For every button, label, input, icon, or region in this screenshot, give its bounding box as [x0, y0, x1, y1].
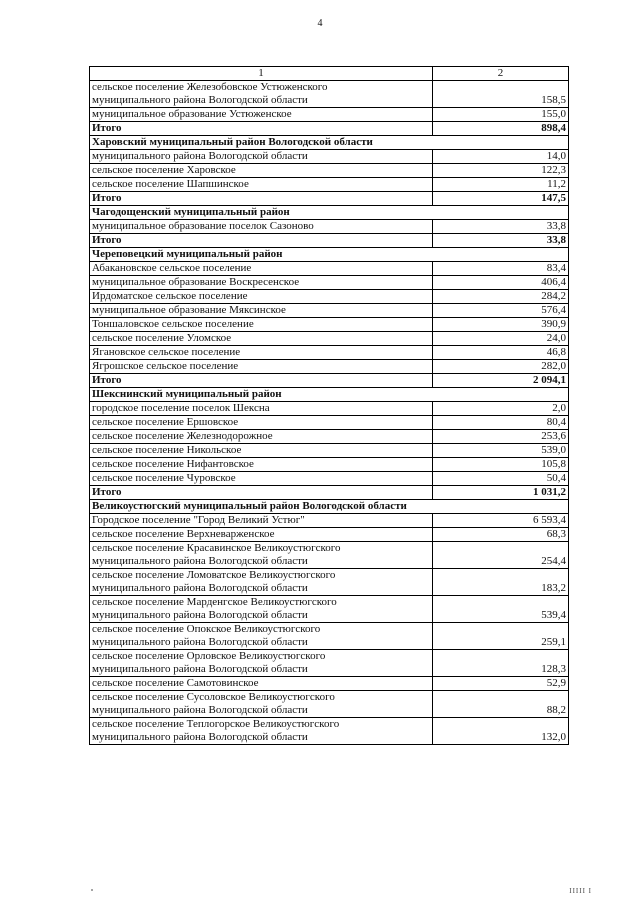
- settlement-name: Ягрошское сельское поселение: [90, 360, 433, 374]
- settlement-name: сельское поселение Орловское Великоустюгского муниципального района Вологодской области: [90, 650, 433, 677]
- settlement-name: Ирдоматское сельское поселение: [90, 290, 433, 304]
- amount-value: 406,4: [433, 276, 569, 290]
- amount-value: 105,8: [433, 458, 569, 472]
- amount-value: 183,2: [433, 569, 569, 596]
- amount-value: 24,0: [433, 332, 569, 346]
- table-row: [90, 332, 569, 346]
- table-row: [90, 444, 569, 458]
- settlement-name: Ягановское сельское поселение: [90, 346, 433, 360]
- table-header-row: [90, 67, 569, 81]
- total-label: Итого: [90, 192, 433, 206]
- table-row: [90, 691, 569, 718]
- amount-value: 2,0: [433, 402, 569, 416]
- settlement-name: сельское поселение Ломоватское Великоустюгского муниципального района Вологодской области: [90, 569, 433, 596]
- table-row: [90, 650, 569, 677]
- amount-value: 122,3: [433, 164, 569, 178]
- table-row: [90, 178, 569, 192]
- amount-value: 158,5: [433, 81, 569, 108]
- page-number: 4: [317, 18, 323, 29]
- table-row: [90, 290, 569, 304]
- settlement-name: сельское поселение Никольское: [90, 444, 433, 458]
- settlement-name: муниципальное образование Мяксинское: [90, 304, 433, 318]
- footer-mark: IIIII I: [569, 887, 592, 895]
- amount-value: 132,0: [433, 718, 569, 745]
- total-row: [90, 374, 569, 388]
- amount-value: 539,0: [433, 444, 569, 458]
- settlement-name: Тоншаловское сельское поселение: [90, 318, 433, 332]
- table-row: [90, 164, 569, 178]
- table-row: [90, 346, 569, 360]
- amount-value: 259,1: [433, 623, 569, 650]
- settlement-name: сельское поселение Железобовское Устюженского муниципального района Вологодской области: [90, 81, 433, 108]
- total-value: 898,4: [433, 122, 569, 136]
- section-header-row: [90, 136, 569, 150]
- settlement-name: муниципального района Вологодской области: [90, 150, 433, 164]
- table-row: [90, 569, 569, 596]
- total-value: 33,8: [433, 234, 569, 248]
- table-row: [90, 150, 569, 164]
- table-row: [90, 276, 569, 290]
- table-row: [90, 472, 569, 486]
- settlement-name: сельское поселение Железнодорожное: [90, 430, 433, 444]
- total-label: Итого: [90, 374, 433, 388]
- amount-value: 155,0: [433, 108, 569, 122]
- table-row: [90, 416, 569, 430]
- amount-value: 68,3: [433, 528, 569, 542]
- table-row: [90, 528, 569, 542]
- amount-value: 88,2: [433, 691, 569, 718]
- settlement-name: муниципальное образование Устюженское: [90, 108, 433, 122]
- amount-value: 46,8: [433, 346, 569, 360]
- total-value: 2 094,1: [433, 374, 569, 388]
- amount-value: 83,4: [433, 262, 569, 276]
- settlement-name: Абакановское сельское поселение: [90, 262, 433, 276]
- section-header-row: [90, 500, 569, 514]
- amount-value: 254,4: [433, 542, 569, 569]
- section-title: Великоустюгский муниципальный район Вологодской области: [90, 500, 569, 514]
- total-row: [90, 122, 569, 136]
- total-label: Итого: [90, 234, 433, 248]
- settlement-name: сельское поселение Чуровское: [90, 472, 433, 486]
- settlement-name: сельское поселение Ершовское: [90, 416, 433, 430]
- settlement-name: сельское поселение Самотовинское: [90, 677, 433, 691]
- column-header-2: 2: [433, 67, 569, 81]
- table-row: [90, 220, 569, 234]
- table-row: [90, 677, 569, 691]
- section-header-row: [90, 206, 569, 220]
- total-value: 1 031,2: [433, 486, 569, 500]
- table-row: [90, 108, 569, 122]
- table-row: [90, 318, 569, 332]
- column-header-1: 1: [90, 67, 433, 81]
- amount-value: 576,4: [433, 304, 569, 318]
- amount-value: 539,4: [433, 596, 569, 623]
- settlement-name: сельское поселение Харовское: [90, 164, 433, 178]
- settlement-name: сельское поселение Нифантовское: [90, 458, 433, 472]
- amount-value: 253,6: [433, 430, 569, 444]
- settlement-name: муниципальное образование Воскресенское: [90, 276, 433, 290]
- section-title: Харовский муниципальный район Вологодской области: [90, 136, 569, 150]
- table-row: [90, 623, 569, 650]
- budget-table: [89, 66, 569, 745]
- section-header-row: [90, 388, 569, 402]
- amount-value: 390,9: [433, 318, 569, 332]
- table-row: [90, 360, 569, 374]
- amount-value: 52,9: [433, 677, 569, 691]
- table-row: [90, 304, 569, 318]
- amount-value: 282,0: [433, 360, 569, 374]
- section-title: Чагодощенский муниципальный район: [90, 206, 569, 220]
- table-row: [90, 430, 569, 444]
- settlement-name: городское поселение поселок Шексна: [90, 402, 433, 416]
- amount-value: 80,4: [433, 416, 569, 430]
- total-row: [90, 486, 569, 500]
- total-row: [90, 234, 569, 248]
- table-body: [90, 67, 569, 745]
- table-row: [90, 718, 569, 745]
- table-row: [90, 542, 569, 569]
- settlement-name: сельское поселение Шапшинское: [90, 178, 433, 192]
- scan-speck: [91, 889, 93, 891]
- settlement-name: сельское поселение Верхневарженское: [90, 528, 433, 542]
- settlement-name: Городское поселение "Город Великий Устюг": [90, 514, 433, 528]
- table-row: [90, 402, 569, 416]
- section-title: Шекснинский муниципальный район: [90, 388, 569, 402]
- total-label: Итого: [90, 486, 433, 500]
- table-row: [90, 81, 569, 108]
- amount-value: 284,2: [433, 290, 569, 304]
- total-row: [90, 192, 569, 206]
- settlement-name: сельское поселение Уломское: [90, 332, 433, 346]
- table-row: [90, 458, 569, 472]
- section-title: Череповецкий муниципальный район: [90, 248, 569, 262]
- amount-value: 6 593,4: [433, 514, 569, 528]
- table-row: [90, 262, 569, 276]
- total-value: 147,5: [433, 192, 569, 206]
- settlement-name: сельское поселение Марденгское Великоустюгского муниципального района Вологодской области: [90, 596, 433, 623]
- settlement-name: сельское поселение Красавинское Великоустюгского муниципального района Вологодской области: [90, 542, 433, 569]
- section-header-row: [90, 248, 569, 262]
- table-row: [90, 596, 569, 623]
- amount-value: 33,8: [433, 220, 569, 234]
- settlement-name: муниципальное образование поселок Сазоново: [90, 220, 433, 234]
- settlement-name: сельское поселение Сусоловское Великоустюгского муниципального района Вологодской области: [90, 691, 433, 718]
- amount-value: 14,0: [433, 150, 569, 164]
- total-label: Итого: [90, 122, 433, 136]
- amount-value: 50,4: [433, 472, 569, 486]
- settlement-name: сельское поселение Опокское Великоустюгского муниципального района Вологодской области: [90, 623, 433, 650]
- amount-value: 128,3: [433, 650, 569, 677]
- table-row: [90, 514, 569, 528]
- settlement-name: сельское поселение Теплогорское Великоустюгского муниципального района Вологодской области: [90, 718, 433, 745]
- amount-value: 11,2: [433, 178, 569, 192]
